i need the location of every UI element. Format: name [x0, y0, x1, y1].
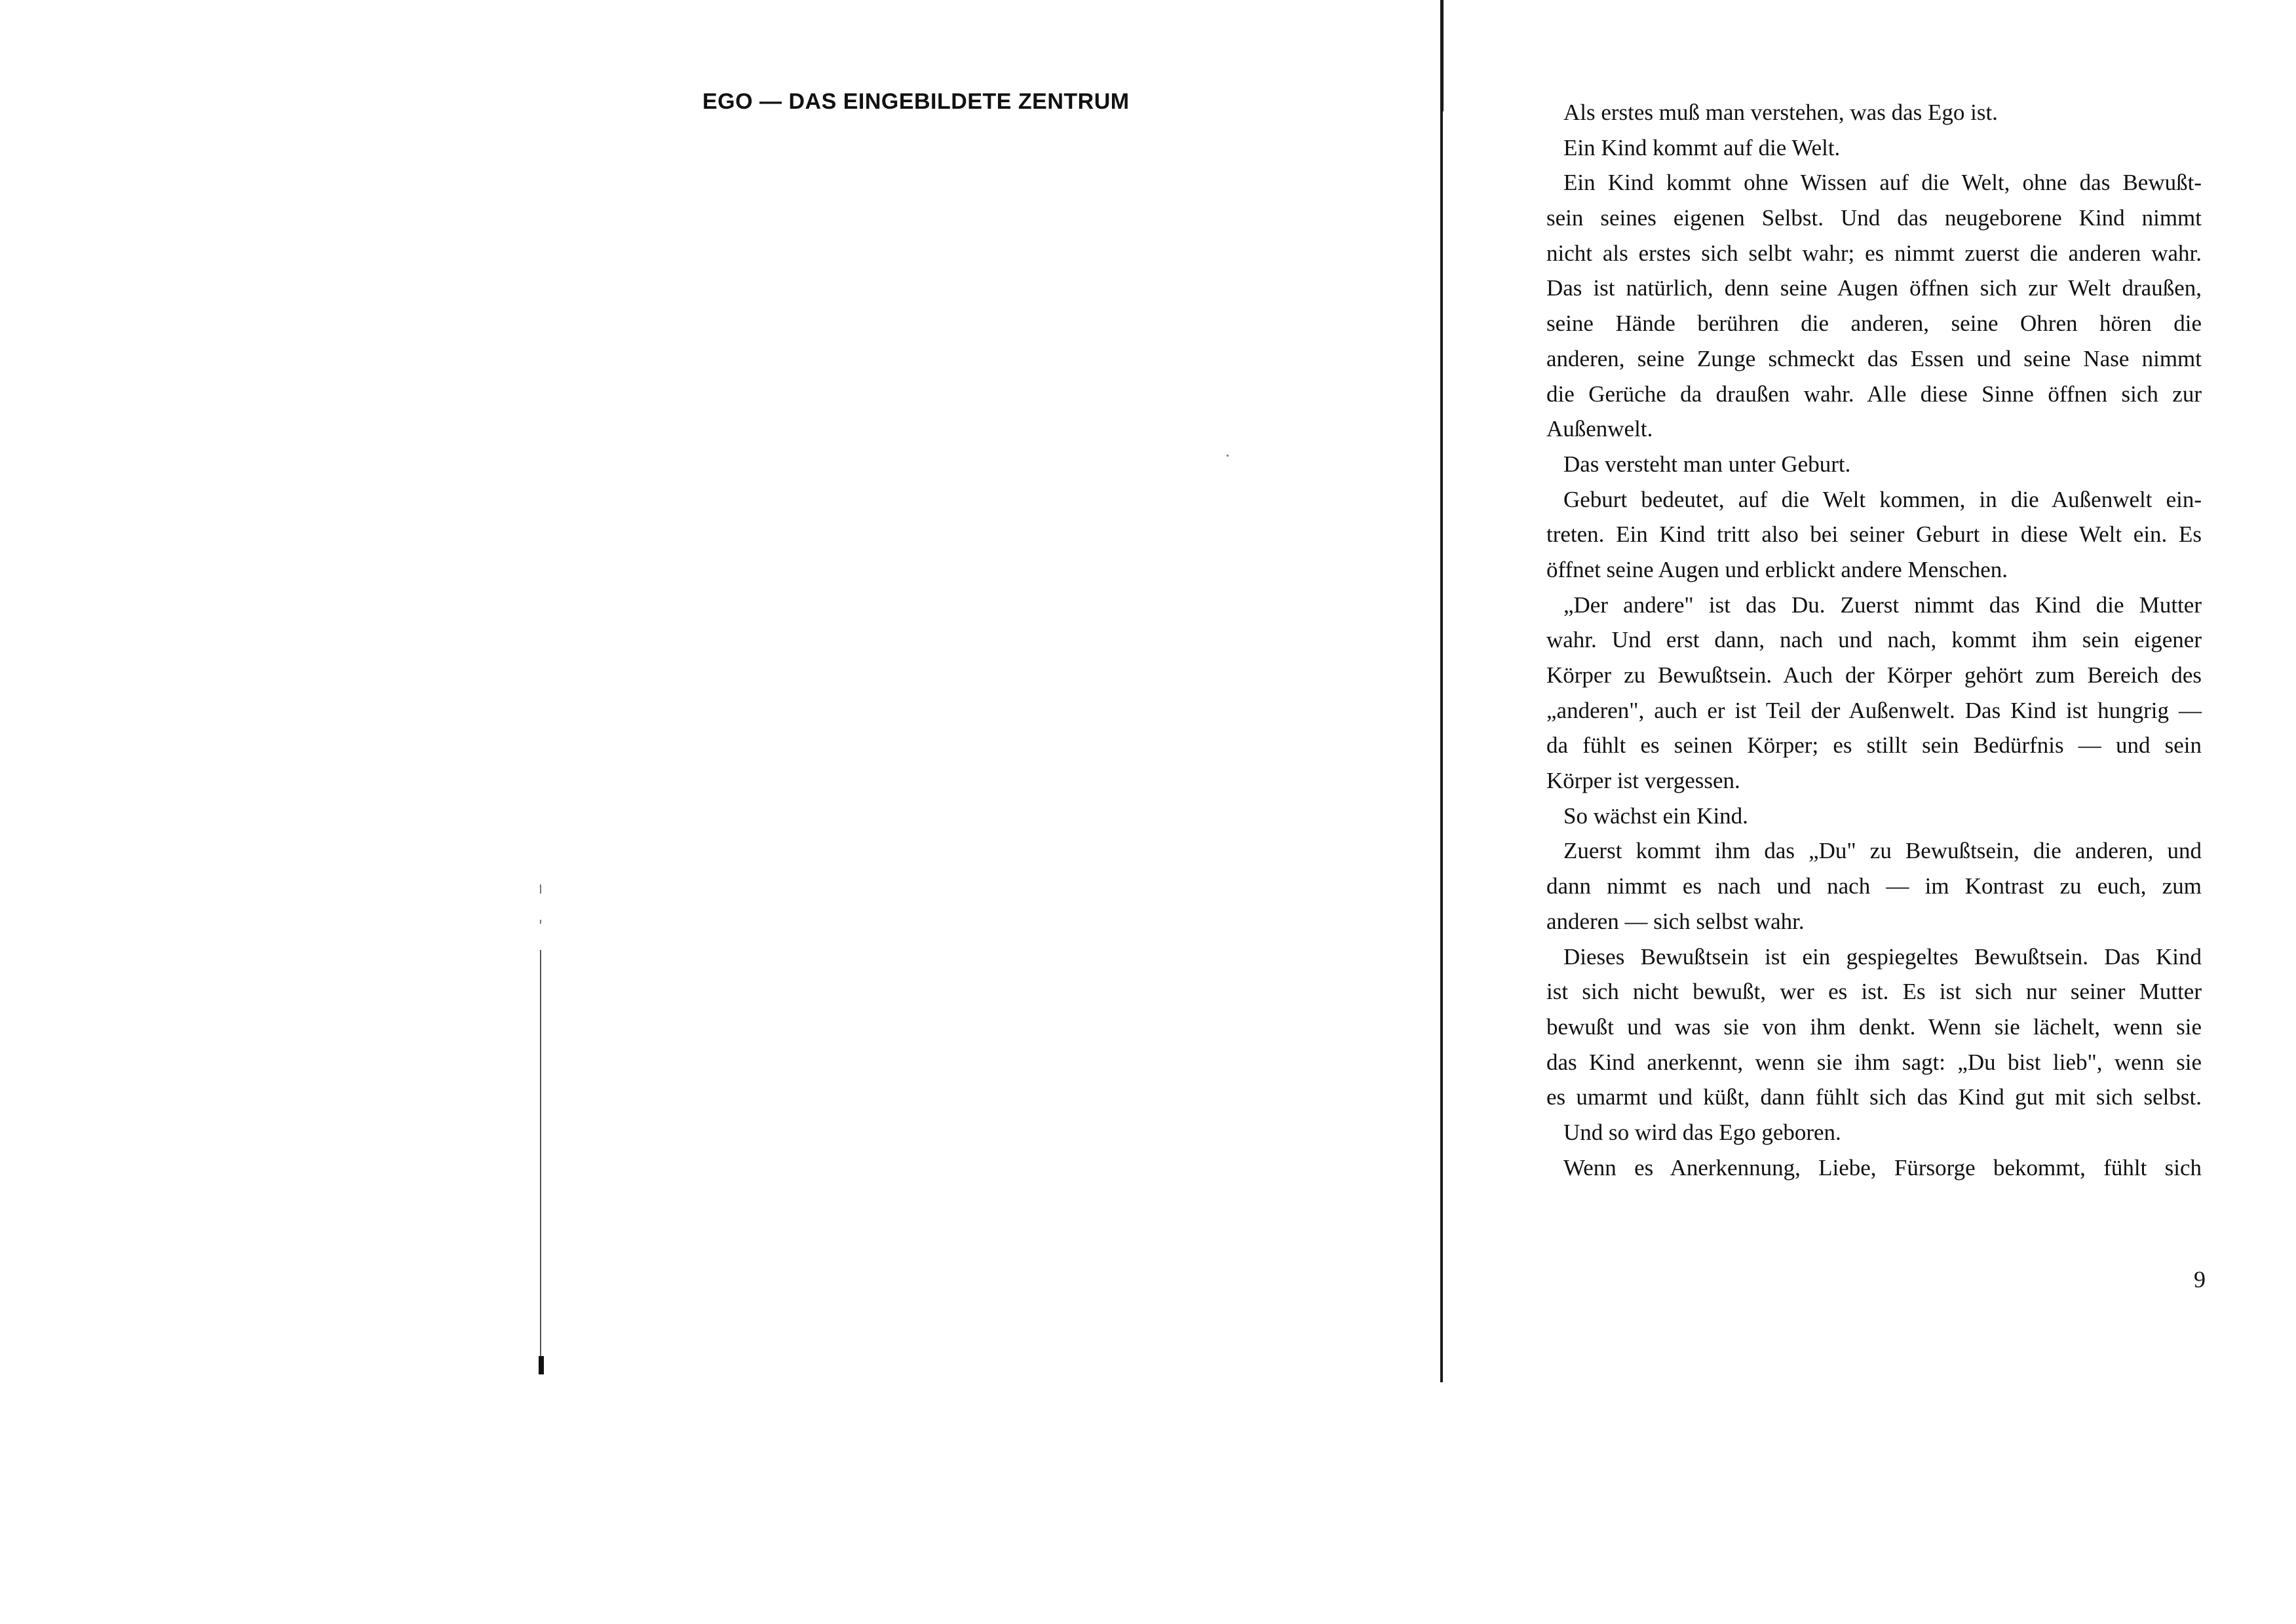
- text-line: da fühlt es seinen Körper; es stillt sein Bedürfnis — und sein: [1546, 732, 2202, 759]
- scan-speck: [1227, 455, 1229, 457]
- page-edge-line: [540, 950, 541, 1369]
- text-line: Geburt bedeutet, auf die Welt kommen, in die Außenwelt ein-: [1563, 486, 2202, 512]
- page-edge-tick: [540, 884, 541, 894]
- text-line: Außenwelt.: [1546, 416, 1653, 442]
- text-line: Das ist natürlich, denn seine Augen öffnen sich zur Welt draußen,: [1546, 275, 2202, 301]
- page-edge-foot: [539, 1356, 544, 1374]
- page-edge-tick: [540, 920, 541, 924]
- text-line: Körper ist vergessen.: [1546, 768, 1740, 794]
- page-number: 9: [2194, 1266, 2206, 1293]
- text-line: Körper zu Bewußtsein. Auch der Körper gehört zum Bereich des: [1546, 662, 2202, 688]
- text-line: anderen — sich selbst wahr.: [1546, 908, 1805, 934]
- text-line: Das versteht man unter Geburt.: [1563, 451, 1851, 477]
- text-line: anderen, seine Zunge schmeckt das Essen und seine Nase nimmt: [1546, 345, 2202, 371]
- gutter-line: [1440, 0, 1443, 1382]
- text-line: es umarmt und küßt, dann fühlt sich das Kind gut mit sich selbst.: [1546, 1084, 2202, 1110]
- text-line: die Gerüche da draußen wahr. Alle diese Sinne öffnen sich zur: [1546, 381, 2202, 407]
- text-line: „Der andere" ist das Du. Zuerst nimmt das Kind die Mutter: [1563, 592, 2202, 618]
- text-line: „anderen", auch er ist Teil der Außenwelt. Das Kind ist hungrig —: [1546, 697, 2202, 723]
- text-line: ist sich nicht bewußt, wer es ist. Es ist sich nur seiner Mutter: [1546, 979, 2202, 1005]
- text-line: bewußt und was sie von ihm denkt. Wenn sie lächelt, wenn sie: [1546, 1013, 2202, 1040]
- text-line: Dieses Bewußtsein ist ein gespiegeltes Bewußtsein. Das Kind: [1563, 943, 2202, 970]
- text-line: Ein Kind kommt ohne Wissen auf die Welt, ohne das Bewußt-: [1563, 170, 2202, 196]
- text-line: sein seines eigenen Selbst. Und das neugeborene Kind nimmt: [1546, 205, 2202, 231]
- text-line: Und so wird das Ego geboren.: [1563, 1119, 1841, 1145]
- text-line: nicht als erstes sich selbt wahr; es nimmt zuerst die anderen wahr.: [1546, 240, 2202, 266]
- text-line: So wächst ein Kind.: [1563, 803, 1748, 829]
- text-line: Als erstes muß man verstehen, was das Ego ist.: [1563, 100, 1998, 125]
- text-line: Wenn es Anerkennung, Liebe, Fürsorge bekommt, fühlt sich: [1563, 1154, 2202, 1180]
- body-text: [1546, 95, 2202, 1185]
- running-head: EGO — DAS EINGEBILDETE ZENTRUM: [702, 89, 1130, 114]
- text-line: dann nimmt es nach und nach — im Kontrast zu euch, zum: [1546, 873, 2202, 899]
- text-line: treten. Ein Kind tritt also bei seiner Geburt in diese Welt ein. Es: [1546, 521, 2202, 548]
- text-line: Zuerst kommt ihm das „Du" zu Bewußtsein, die anderen, und: [1563, 838, 2202, 864]
- text-line: öffnet seine Augen und erblickt andere Menschen.: [1546, 556, 2008, 582]
- text-line: Ein Kind kommt auf die Welt.: [1563, 134, 1841, 161]
- text-line: das Kind anerkennt, wenn sie ihm sagt: „Du bist lieb", wenn sie: [1546, 1049, 2202, 1075]
- text-line: wahr. Und erst dann, nach und nach, kommt ihm sein eigener: [1546, 627, 2202, 653]
- text-line: seine Hände berühren die anderen, seine Ohren hören die: [1546, 311, 2202, 337]
